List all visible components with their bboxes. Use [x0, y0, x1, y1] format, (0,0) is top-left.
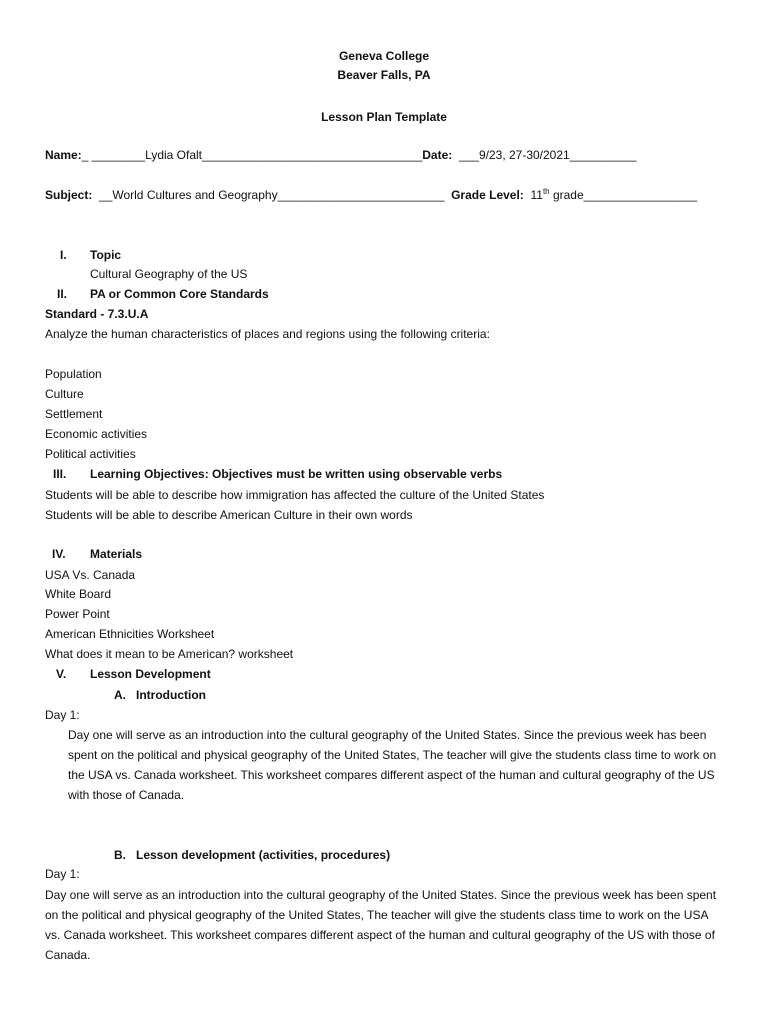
section-4-title: Materials: [90, 547, 143, 561]
subject-value: __World Cultures and Geography_________________________: [99, 188, 445, 202]
material-item: What does it mean to be American? worksheet: [45, 647, 294, 661]
topic-text: Cultural Geography of the US: [90, 267, 248, 281]
subject-row: [45, 186, 697, 204]
grade-value-rest: grade_________________: [549, 188, 698, 202]
date-value: ___9/23, 27-30/2021__________: [458, 148, 637, 162]
name-label: Name:: [45, 148, 82, 162]
grade-label: Grade Level:: [451, 188, 524, 202]
subsection-a-number: A.: [114, 688, 126, 702]
subsection-b-title: Lesson development (activities, procedures): [136, 848, 391, 862]
introduction-paragraph: Day one will serve as an introduction into the cultural geography of the United States. Since the previous week has been spent on the political and physical geography of the United States, The teacher will give the students class time to work on the USA vs. Canada worksheet. This worksheet compares different aspect of the human and cultural geography of the US with those of Canada.: [68, 728, 717, 802]
college-name: Geneva College: [338, 49, 430, 63]
day-label: Day 1:: [45, 708, 80, 722]
section-2-number: II.: [57, 287, 68, 301]
section-5-number: V.: [56, 667, 67, 681]
section-5-title: Lesson Development: [90, 667, 211, 681]
section-4-number: IV.: [52, 547, 66, 561]
list-item: Economic activities: [45, 427, 148, 441]
objective-item: Students will be able to describe how immigration has affected the culture of the United States: [45, 488, 545, 502]
grade-value-sup: th: [542, 187, 550, 196]
standard-code: Standard - 7.3.U.A: [45, 307, 149, 321]
section-1-title: Topic: [90, 248, 122, 262]
development-paragraph: Day one will serve as an introduction into the cultural geography of the United States. Since the previous week has been spent on the political and physical geography of the United States, The teacher will give the students class time to work on the USA vs. Canada worksheet. This worksheet compares different aspect of the human and cultural geography of the US with those of Canada.: [45, 888, 717, 962]
template-title: Lesson Plan Template: [321, 110, 447, 124]
subject-label: Subject:: [45, 188, 93, 202]
subsection-a-title: Introduction: [136, 688, 206, 702]
section-3-title: Learning Objectives: Objectives must be written using observable verbs: [90, 467, 503, 481]
grade-value-num: 11: [530, 188, 543, 202]
name-value: _ ________Lydia Ofalt_________________________________: [81, 148, 423, 162]
list-item: Settlement: [45, 407, 103, 421]
college-location: Beaver Falls, PA: [337, 68, 431, 82]
subsection-b-number: B.: [114, 848, 126, 862]
material-item: White Board: [45, 587, 112, 601]
section-3-number: III.: [53, 467, 67, 481]
material-item: American Ethnicities Worksheet: [45, 627, 215, 641]
day-label: Day 1:: [45, 867, 80, 881]
list-item: Population: [45, 367, 102, 381]
list-item: Culture: [45, 387, 84, 401]
material-item: USA Vs. Canada: [45, 568, 136, 582]
list-item: Political activities: [45, 447, 136, 461]
material-item: Power Point: [45, 607, 110, 621]
date-label: Date:: [422, 148, 453, 162]
name-row: [45, 146, 636, 164]
standard-description: Analyze the human characteristics of places and regions using the following criteria:: [45, 327, 490, 341]
section-2-title: PA or Common Core Standards: [90, 287, 269, 301]
section-1-number: I.: [60, 248, 67, 262]
objective-item: Students will be able to describe American Culture in their own words: [45, 508, 413, 522]
